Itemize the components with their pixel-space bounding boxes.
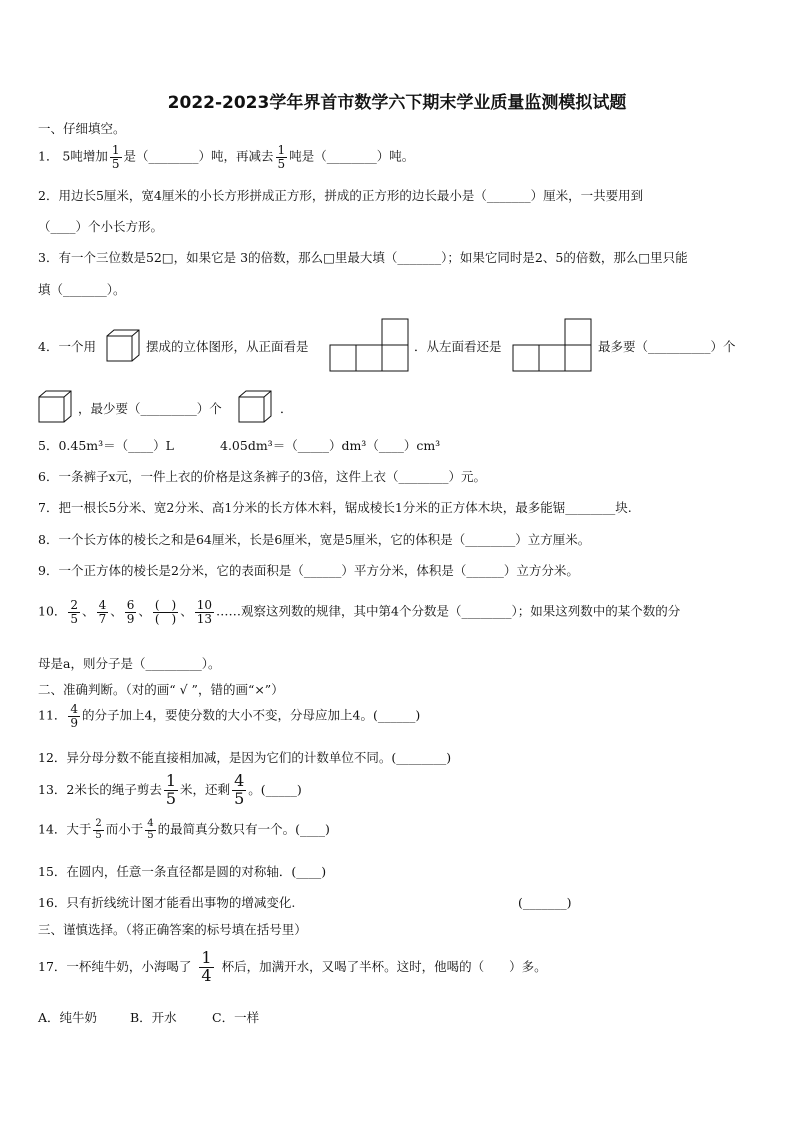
page-title: 2022-2023学年界首市数学六下期末学业质量监测模拟试题 — [167, 93, 627, 113]
q16-text: 16．只有折线统计图才能看出事物的增减变化. — [38, 895, 296, 910]
q10-fraction-1: $\frac{2}{5}$ — [70, 598, 79, 626]
question-10-line-2: 母是a，则分子是（_________）。 — [38, 656, 221, 671]
question-7: 7．把一根长5分米、宽2分米、高1分米的长方体木料，锯成棱长1分米的正方体木块，最多能锯________块. — [38, 500, 632, 515]
q10-fraction-3: $\frac{6}{9}$ — [126, 598, 135, 626]
question-13: 13．2米长的绳子剪去 $\frac{1}{5}$ 米，还剩 $\frac{4}{5}$ 。(_____) — [38, 771, 302, 808]
q4-text-d: 最多要（__________）个 — [598, 339, 736, 354]
q13-fraction-1: $\frac{1}{5}$ — [165, 771, 177, 808]
question-15: 15．在圆内，任意一条直径都是圆的对称轴．(____) — [38, 864, 327, 879]
cube-icon — [106, 329, 140, 363]
question-12: 12．异分母分数不能直接相加减，是因为它们的计数单位不同。(________) — [38, 750, 452, 765]
q5-text-a: 5．0.45m³＝（____）L — [38, 438, 174, 453]
q10-text: ……观察这列数的规律，其中第4个分数是（________）；如果这列数中的某个数的分 — [216, 603, 681, 619]
left-view-diagram — [512, 318, 594, 373]
question-6: 6．一条裤子x元，一件上衣的价格是这条裤子的3倍，这件上衣（________）元。 — [38, 469, 486, 484]
question-3-line-2: 填（_______）。 — [38, 282, 126, 297]
q17-option-b[interactable]: B．开水 — [130, 1010, 177, 1025]
q17-option-a[interactable]: A．纯牛奶 — [38, 1010, 98, 1025]
question-11: 11． $\frac{4}{9}$ 的分子加上4，要使分数的大小不变，分母应加上4。(______) — [38, 702, 421, 730]
q4-text-a: 4．一个用 — [38, 339, 96, 354]
q1-text-a: 1． 5吨增加 — [38, 148, 108, 164]
question-14: 14．大于 $\frac{2}{5}$ 而小于 $\frac{4}{5}$ 的最简真分数只有一个。(____) — [38, 818, 330, 841]
question-3-line-1: 3．有一个三位数是52□，如果它是 3的倍数，那么□里最大填（_______）；如果它同时是2、5的倍数，那么□里只能 — [38, 250, 688, 265]
question-1 — [38, 144, 414, 170]
section-1-heading: 一、仔细填空。 — [38, 121, 126, 136]
q10-fraction-2: $\frac{4}{7}$ — [98, 598, 107, 626]
question-17: 17．一杯纯牛奶，小海喝了 $\frac{1}{4}$ 杯后，加满开水，又喝了半杯。这时，他喝的（ ）多。 — [38, 948, 547, 985]
cube-icon — [38, 390, 72, 424]
q10-fraction-4-blank: $\frac{( )}{( )}$ — [154, 598, 177, 626]
q17-fraction: $\frac{1}{4}$ — [201, 948, 212, 985]
question-8: 8．一个长方体的棱长之和是64厘米，长是6厘米，宽是5厘米，它的体积是（________）立方厘米。 — [38, 532, 591, 547]
cube-icon — [238, 390, 272, 424]
q17-option-c[interactable]: C．一样 — [212, 1010, 260, 1025]
q1-text-c: 吨是（________）吨。 — [289, 148, 415, 164]
q4-text-e: ，最少要（_________）个 — [78, 401, 222, 416]
question-10-line-1: 10． $\frac{2}{5}$ 、 $\frac{4}{7}$ 、 $\frac{6}{9}$ 、 $\frac{( )}{( )}$ 、 $\frac{10}{13}$ ……观察这列数的规律，其中第4个分数是（________）；如果这列数中的某个数的分 — [38, 598, 681, 626]
q11-fraction: $\frac{4}{9}$ — [70, 702, 79, 730]
section-3-heading: 三、谨慎选择。（将正确答案的标号填在括号里） — [38, 922, 307, 937]
q10-fraction-5: $\frac{10}{13}$ — [196, 598, 213, 626]
q14-fraction-1: $\frac{2}{5}$ — [95, 818, 102, 841]
q14-fraction-2: $\frac{4}{5}$ — [147, 818, 154, 841]
q4-text-f: ． — [280, 401, 293, 416]
q16-answer-blank: (_______) — [518, 895, 572, 910]
q5-text-b: 4.05dm³＝（_____）dm³（____）cm³ — [220, 438, 441, 453]
front-view-diagram — [329, 318, 411, 373]
q1-fraction-1: $\frac{1}{5}$ — [111, 143, 120, 171]
q13-fraction-2: $\frac{4}{5}$ — [234, 771, 245, 808]
q1-fraction-2: $\frac{1}{5}$ — [277, 143, 286, 171]
section-2-heading: 二、准确判断。（对的画“ √ ”，错的画“×”） — [38, 682, 284, 697]
question-2-line-2: （____）个小长方形。 — [38, 219, 164, 234]
question-2-line-1: 2．用边长5厘米，宽4厘米的小长方形拼成正方形，拼成的正方形的边长最小是（_______）厘米，一共要用到 — [38, 188, 644, 203]
q4-text-c: ．从左面看还是 — [414, 339, 502, 354]
question-9: 9．一个正方体的棱长是2分米，它的表面积是（______）平方分米，体积是（______）立方分米。 — [38, 563, 579, 578]
q10-label: 10． — [38, 603, 67, 619]
q4-text-b: 摆成的立体图形，从正面看是 — [146, 339, 309, 354]
q1-text-b: 是（________）吨，再减去 — [123, 148, 274, 164]
